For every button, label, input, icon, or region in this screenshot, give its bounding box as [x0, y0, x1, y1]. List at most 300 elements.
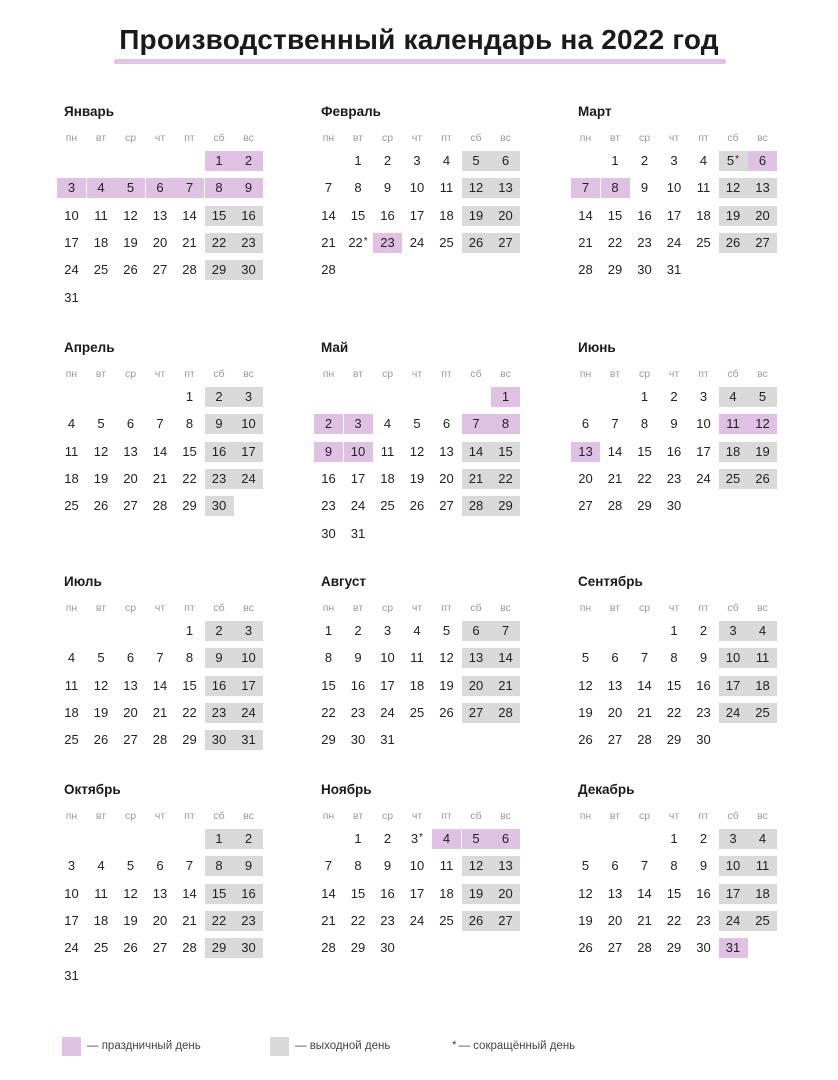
weekday-header: вт	[95, 810, 107, 822]
weekday-header: пт	[441, 132, 452, 144]
day: 7	[611, 416, 619, 432]
weekday-header: ср	[638, 810, 651, 822]
weekend-day: 19	[719, 206, 748, 226]
day: 14	[578, 207, 593, 223]
weekend-day: 11	[748, 648, 777, 668]
weekday-header: сб	[470, 132, 482, 144]
day: 14	[607, 443, 623, 459]
day: 18	[380, 470, 395, 486]
day: 23	[637, 234, 652, 250]
day: 28	[321, 262, 336, 278]
day: 3*	[410, 831, 424, 846]
weekend-day: 17	[719, 884, 748, 904]
weekday-header: пн	[322, 368, 335, 380]
weekday-header: вс	[500, 132, 511, 144]
weekday-header: сб	[470, 602, 482, 614]
weekday-header: вс	[757, 810, 768, 822]
weekend-day: 17	[234, 442, 263, 462]
weekend-day: 27	[491, 911, 520, 931]
day: 27	[439, 498, 454, 514]
weekend-day: 24	[719, 911, 748, 931]
day: 11	[94, 207, 108, 223]
day: 25	[409, 704, 425, 720]
weekday-header: чт	[668, 602, 680, 614]
day: 10	[64, 207, 79, 223]
day: 2	[354, 623, 362, 638]
weekend-day: 10	[719, 648, 748, 668]
holiday-day: 3	[344, 414, 373, 434]
weekday-header: вт	[352, 602, 364, 614]
weekend-day: 29	[205, 260, 234, 280]
weekend-day: 3	[719, 829, 748, 849]
day: 6	[611, 858, 619, 874]
weekday-header: пн	[579, 132, 592, 144]
day: 10	[64, 885, 79, 901]
weekend-day: 5	[748, 387, 777, 407]
weekend-day: 27	[462, 703, 491, 723]
day: 31	[350, 525, 366, 541]
day: 13	[123, 443, 138, 459]
day: 29	[607, 262, 623, 278]
day: 14	[637, 677, 652, 693]
weekend-day: 23	[234, 233, 263, 253]
day: 22	[607, 234, 623, 250]
month-name: Апрель	[64, 340, 115, 355]
weekend-day: 19	[748, 442, 777, 462]
holiday-day: 12	[748, 414, 777, 434]
weekend-day: 22	[205, 233, 234, 253]
weekend-day: 12	[462, 856, 491, 876]
holiday-day: 6	[491, 829, 520, 849]
holiday-day: 5	[462, 829, 491, 849]
day: 14	[321, 207, 336, 223]
legend-weekend-label: — выходной день	[295, 1040, 391, 1052]
day: 3	[383, 623, 392, 638]
day: 14	[182, 885, 197, 901]
weekend-day: 23	[205, 703, 234, 723]
day: 7	[324, 858, 333, 874]
weekday-header: вт	[95, 368, 107, 380]
legend-weekend	[270, 1036, 390, 1056]
weekday-header: сб	[727, 810, 739, 822]
day: 10	[409, 180, 425, 196]
day: 11	[64, 677, 79, 693]
day: 23	[666, 470, 682, 486]
day: 12	[578, 885, 593, 901]
day: 21	[152, 704, 168, 720]
day: 3	[413, 153, 421, 168]
holiday-day: 4	[432, 829, 461, 849]
weekday-header: сб	[727, 368, 739, 380]
weekday-header: сб	[213, 132, 225, 144]
weekend-day: 30	[205, 730, 234, 750]
weekend-day: 6	[491, 151, 520, 171]
weekday-header: чт	[154, 368, 166, 380]
weekday-header: вт	[352, 810, 364, 822]
day: 24	[380, 704, 395, 720]
day: 23	[321, 498, 336, 514]
weekday-header: сб	[213, 368, 225, 380]
weekday-header: пт	[698, 368, 709, 380]
day: 30	[696, 940, 711, 956]
day: 17	[350, 470, 366, 486]
month-name: Октябрь	[64, 782, 121, 797]
weekend-day: 13	[491, 856, 520, 876]
day: 30	[380, 940, 395, 956]
day: 20	[152, 234, 168, 250]
weekday-header: чт	[668, 368, 680, 380]
day: 19	[439, 677, 454, 693]
day: 26	[123, 940, 138, 956]
day: 16	[321, 470, 336, 486]
day: 18	[64, 470, 79, 486]
day: 9	[354, 650, 362, 666]
day: 6	[442, 416, 451, 432]
day: 2	[670, 389, 678, 404]
weekday-header: вт	[352, 132, 364, 144]
day: 9	[383, 180, 392, 196]
weekday-header: сб	[213, 602, 225, 614]
holiday-day: 2	[314, 414, 343, 434]
day: 22	[182, 704, 197, 720]
weekend-day: 7	[491, 621, 520, 641]
weekday-header: чт	[154, 132, 166, 144]
day: 21	[637, 704, 652, 720]
day: 6	[611, 650, 619, 666]
weekend-day: 23	[205, 469, 234, 489]
day: 28	[637, 940, 652, 956]
day: 15	[607, 207, 623, 223]
day: 26	[123, 262, 138, 278]
day: 3	[670, 153, 678, 168]
weekend-day: 5	[462, 151, 491, 171]
day: 27	[578, 498, 593, 514]
day: 1	[185, 623, 194, 638]
weekday-header: пт	[698, 132, 709, 144]
day: 16	[380, 885, 395, 901]
weekend-day: 15	[205, 884, 234, 904]
day: 7	[324, 180, 333, 196]
weekend-day: 3	[234, 387, 263, 407]
day: 1	[670, 623, 678, 638]
day: 8	[670, 858, 678, 874]
day: 22	[666, 912, 682, 928]
weekend-day: 23	[234, 911, 263, 931]
day: 22*	[348, 234, 368, 250]
weekend-day: 25	[719, 469, 748, 489]
weekday-header: пн	[579, 810, 592, 822]
weekday-header: ср	[638, 602, 651, 614]
weekend-day: 24	[719, 703, 748, 723]
month-name: Июль	[64, 574, 102, 589]
weekend-day: 9	[205, 414, 234, 434]
day: 15	[350, 207, 366, 223]
day: 5	[581, 650, 590, 666]
weekday-header: вт	[95, 602, 107, 614]
weekday-header: вс	[500, 368, 511, 380]
day: 6	[126, 416, 135, 432]
day: 14	[637, 885, 652, 901]
day: 24	[350, 498, 366, 514]
day: 27	[152, 262, 168, 278]
day: 19	[578, 704, 593, 720]
weekday-header: вт	[609, 602, 621, 614]
weekend-day: 18	[719, 442, 748, 462]
weekday-header: пн	[322, 132, 335, 144]
legend-holiday	[62, 1036, 201, 1056]
day: 26	[93, 498, 109, 514]
day: 28	[152, 732, 168, 748]
day: 28	[321, 940, 336, 956]
day: 9	[699, 650, 708, 666]
weekend-swatch	[270, 1037, 289, 1056]
day: 20	[152, 912, 168, 928]
day: 12	[439, 650, 454, 666]
weekday-header: ср	[124, 810, 137, 822]
holiday-day: 31	[719, 938, 748, 958]
day: 8	[324, 650, 333, 666]
weekday-header: вт	[95, 132, 107, 144]
weekend-day: 9	[234, 856, 263, 876]
short-day-star: *	[363, 235, 368, 247]
weekend-day: 2	[234, 829, 263, 849]
day: 4	[67, 650, 76, 666]
weekday-header: пн	[65, 602, 78, 614]
day: 1	[670, 831, 678, 846]
day: 14	[182, 207, 197, 223]
day: 8	[640, 416, 649, 432]
weekend-day: 29	[205, 938, 234, 958]
day: 15	[350, 885, 366, 901]
page-title: Производственный календарь на 2022 год	[119, 24, 719, 55]
day: 5	[413, 416, 421, 432]
holiday-day: 23	[373, 233, 402, 253]
day: 16	[637, 207, 652, 223]
day: 6	[581, 416, 590, 432]
day: 31	[380, 732, 395, 748]
weekend-day: 15	[491, 442, 520, 462]
day: 24	[409, 912, 425, 928]
weekend-day: 4	[719, 387, 748, 407]
holiday-day: 13	[571, 442, 600, 462]
day: 14	[152, 677, 168, 693]
weekend-day: 28	[491, 703, 520, 723]
day: 27	[152, 940, 168, 956]
day: 21	[152, 470, 168, 486]
weekday-header: вс	[243, 132, 254, 144]
weekday-header: сб	[727, 132, 739, 144]
day: 7	[156, 416, 164, 432]
day: 19	[93, 704, 109, 720]
day: 1	[185, 389, 194, 404]
day: 2	[699, 831, 708, 846]
weekday-header: пн	[65, 810, 78, 822]
weekday-header: пт	[441, 810, 452, 822]
day: 25	[93, 940, 109, 956]
weekend-day: 10	[234, 414, 263, 434]
day: 25	[439, 912, 454, 928]
day: 21	[182, 234, 197, 250]
day: 12	[578, 677, 593, 693]
day: 13	[152, 207, 168, 223]
day: 9	[670, 416, 678, 432]
day: 22	[321, 704, 336, 720]
weekend-day: 20	[748, 206, 777, 226]
weekend-day: 24	[234, 703, 263, 723]
day: 25	[64, 498, 79, 514]
weekend-day: 29	[491, 496, 520, 516]
weekday-header: ср	[124, 602, 137, 614]
holiday-day: 10	[344, 442, 373, 462]
weekday-header: ср	[381, 132, 394, 144]
day: 24	[64, 940, 79, 956]
day: 11	[94, 885, 108, 901]
weekend-day: 17	[234, 676, 263, 696]
day: 25	[380, 498, 395, 514]
weekend-day: 18	[748, 884, 777, 904]
holiday-day: 2	[234, 151, 263, 171]
day: 8	[354, 858, 362, 874]
day: 18	[439, 885, 454, 901]
weekday-header: пн	[65, 132, 78, 144]
day: 29	[666, 732, 682, 748]
day: 8	[354, 180, 362, 196]
weekday-header: сб	[213, 810, 225, 822]
weekday-header: сб	[470, 368, 482, 380]
day: 10	[380, 650, 395, 666]
weekend-day: 20	[462, 676, 491, 696]
day: 31	[64, 967, 79, 983]
weekend-day: 3	[234, 621, 263, 641]
day: 15	[321, 677, 336, 693]
day: 23	[350, 704, 366, 720]
day: 16	[696, 677, 711, 693]
day: 12	[409, 443, 425, 459]
month-name: Март	[578, 104, 612, 119]
day: 29	[321, 732, 336, 748]
weekday-header: пт	[441, 602, 452, 614]
month-name: Май	[321, 340, 349, 355]
day: 15	[637, 443, 652, 459]
day: 30	[696, 732, 711, 748]
weekend-day: 19	[462, 206, 491, 226]
day: 29	[350, 940, 366, 956]
day: 17	[64, 912, 79, 928]
day: 28	[578, 262, 593, 278]
weekday-header: ср	[381, 368, 394, 380]
day: 19	[123, 234, 138, 250]
weekday-header: пн	[579, 602, 592, 614]
day: 21	[182, 912, 197, 928]
weekday-header: чт	[411, 810, 423, 822]
weekday-header: вс	[757, 132, 768, 144]
day: 18	[409, 677, 425, 693]
day: 16	[350, 677, 366, 693]
weekend-day: 12	[719, 178, 748, 198]
weekday-header: пн	[579, 368, 592, 380]
day: 24	[666, 234, 682, 250]
day: 4	[67, 416, 76, 432]
weekday-header: вт	[352, 368, 364, 380]
day: 29	[182, 732, 197, 748]
weekend-day: 16	[205, 676, 234, 696]
holiday-day: 8	[205, 178, 234, 198]
day: 28	[607, 498, 623, 514]
weekday-header: вс	[243, 810, 254, 822]
day: 21	[578, 234, 593, 250]
weekday-header: пн	[65, 368, 78, 380]
day: 15	[666, 677, 682, 693]
day: 9	[640, 180, 649, 196]
day: 10	[409, 858, 425, 874]
day: 7	[640, 858, 649, 874]
day: 30	[350, 732, 366, 748]
day: 19	[578, 912, 593, 928]
day: 13	[439, 443, 454, 459]
weekday-header: чт	[668, 132, 680, 144]
day: 24	[696, 470, 711, 486]
day: 5	[581, 858, 590, 874]
weekday-header: пт	[441, 368, 452, 380]
day: 24	[64, 262, 79, 278]
weekend-day: 22	[491, 469, 520, 489]
day: 9	[383, 858, 392, 874]
weekend-day: 4	[748, 829, 777, 849]
month-name: Сентябрь	[578, 574, 643, 589]
weekday-header: чт	[668, 810, 680, 822]
month-name: Июнь	[578, 340, 616, 355]
weekend-day: 20	[491, 884, 520, 904]
weekend-day: 26	[462, 233, 491, 253]
day: 5	[126, 858, 135, 874]
day: 2	[383, 831, 392, 846]
weekend-day: 14	[462, 442, 491, 462]
weekday-header: пт	[698, 810, 709, 822]
day: 27	[607, 732, 623, 748]
weekend-day: 1	[205, 829, 234, 849]
day: 14	[321, 885, 336, 901]
weekend-day: 3	[719, 621, 748, 641]
day: 31	[64, 289, 79, 305]
weekend-day: 2	[205, 387, 234, 407]
day: 8	[185, 650, 194, 666]
weekend-day: 12	[462, 178, 491, 198]
day: 23	[380, 912, 395, 928]
day: 8	[670, 650, 678, 666]
weekend-day: 24	[234, 469, 263, 489]
day: 16	[696, 885, 711, 901]
weekend-day: 31	[234, 730, 263, 750]
month-name: Август	[321, 574, 366, 589]
weekend-day: 6	[462, 621, 491, 641]
weekend-day: 30	[234, 260, 263, 280]
day: 18	[64, 704, 79, 720]
weekend-day: 21	[462, 469, 491, 489]
weekday-header: чт	[154, 810, 166, 822]
day: 25	[439, 234, 454, 250]
weekday-header: сб	[727, 602, 739, 614]
day: 9	[699, 858, 708, 874]
weekend-day: 16	[234, 206, 263, 226]
weekday-header: вт	[609, 810, 621, 822]
holiday-day: 7	[462, 414, 491, 434]
holiday-swatch	[62, 1037, 81, 1056]
weekday-header: чт	[411, 368, 423, 380]
day: 5	[442, 623, 451, 638]
weekend-day: 30	[205, 496, 234, 516]
day: 17	[409, 207, 425, 223]
day: 15	[666, 885, 682, 901]
